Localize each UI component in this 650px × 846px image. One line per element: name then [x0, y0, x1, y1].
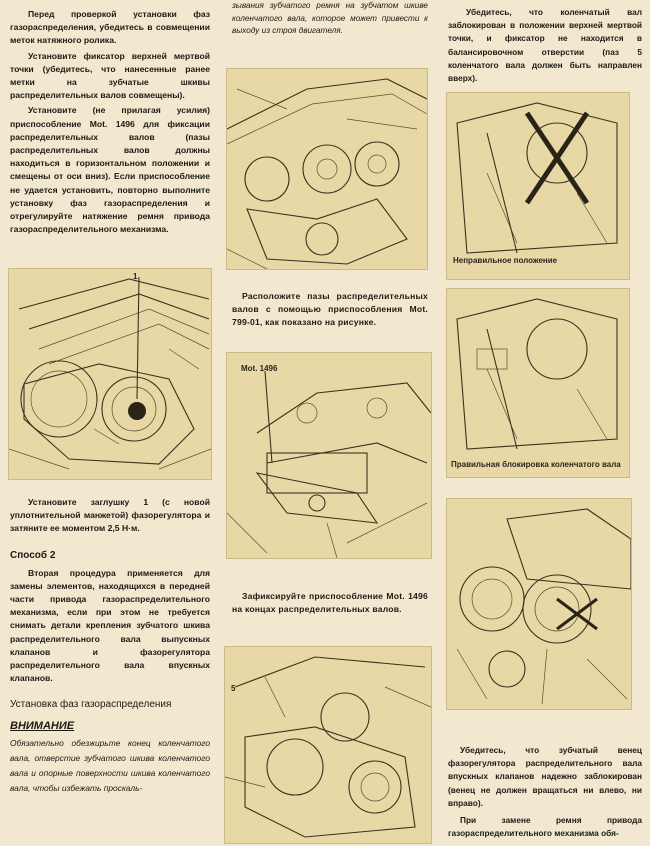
- caption-correct-lock: Правильная блокировка коленчатого вала: [451, 460, 621, 469]
- figure-mot-1496: [226, 352, 432, 559]
- engine-drawing-5: [447, 93, 629, 279]
- right-paragraph-3: При замене ремня привода газораспределительного механизма обя-: [448, 815, 642, 839]
- caption-wrong-position: Неправильное положение: [453, 256, 558, 265]
- engine-drawing-4: [225, 647, 431, 843]
- left-paragraph-5: Вторая процедура применяется для замены элементов, находящихся в передней части привода газораспределительного механизма, если при этом не требуется снимать детали крепления зубчатого шкива распределительного вала выпускных клапанов и фазорегулятора распределительного вала впускных клапанов.: [10, 567, 210, 684]
- left-paragraph-1: Перед проверкой установки фаз газораспределения, убедитесь в совмещении меток натяжного ролика.: [10, 9, 210, 46]
- left-paragraph-2: Установите фиксатор верхней мертвой точки (убедитесь, что нанесенные ранее метки на зубчатые шкивы распределительных валов совмещены).: [10, 50, 210, 101]
- figure-3-callout: 5: [231, 684, 236, 693]
- figure-2-callout: Mot. 1496: [241, 364, 278, 373]
- middle-column-mid: [232, 290, 428, 330]
- middle-column-top: [232, 0, 428, 38]
- right-paragraph-2: Убедитесь, что зубчатый венец фазорегулятора распределительного вала впускных клапанов надежно заблокирован (венец не должен вращаться ни влево, ни вправо).: [448, 745, 642, 808]
- figure-1-callout: 1: [133, 272, 138, 281]
- middle-column-low: [232, 590, 428, 616]
- left-column: [10, 8, 210, 236]
- engine-drawing-6: [447, 289, 629, 477]
- engine-drawing-2: [227, 69, 427, 269]
- figure-phase-regulator: [446, 498, 632, 710]
- figure-correct-lock: [446, 288, 630, 478]
- middle-paragraph-3: Зафиксируйте приспособление Mot. 1496 на концах распределительных валов.: [232, 591, 428, 615]
- right-column-top: [448, 6, 642, 85]
- left-paragraph-6: Обязательно обезжирьте конец коленчатого вала, отверстие зубчатого шкива коленчатого вала и опорные поверхности шкива коленчатого вала, чтобы избежать проскаль-: [10, 738, 210, 793]
- left-paragraph-3: Установите (не прилагая усилия) приспособление Mot. 1496 для фиксации распределительных валов (пазы распределительных валов должны находиться в горизонтальном положении и смещены от оси вниз). Если приспособление не удается установить, повторно выполните установку фаз газораспределения и отрегулируйте натяжение ремня привода газораспределительного механизма.: [10, 105, 210, 235]
- left-paragraph-4: Установите заглушку 1 (с новой уплотнительной манжетой) фазорегулятора и затяните ее моментом 2,5 Н·м.: [10, 497, 210, 534]
- engine-drawing-7: [447, 499, 631, 709]
- figure-camshaft-plug: [8, 268, 212, 480]
- middle-paragraph-2: Расположите пазы распределительных валов с помощью приспособления Mot. 799-01, как показано на рисунке.: [232, 291, 428, 328]
- engine-drawing-3: [227, 353, 431, 558]
- warning-heading: ВНИМАНИЕ: [10, 720, 75, 733]
- method-heading: Способ 2: [10, 549, 56, 561]
- engine-drawing-1: [9, 269, 211, 479]
- timing-heading: Установка фаз газораспределения: [10, 699, 172, 711]
- figure-timing-belt: [226, 68, 428, 270]
- right-paragraph-1: Убедитесь, что коленчатый вал заблокирован в положении верхней мертвой точки, и фиксатор не находится в балансировочном отверстии (паз 5 коленчатого вала должен быть направлен вверх).: [448, 7, 642, 84]
- figure-crankshaft-pulley: [224, 646, 432, 844]
- figure-wrong-position: [446, 92, 630, 280]
- left-column-lower: [10, 496, 210, 796]
- right-column-low: [448, 744, 642, 840]
- middle-paragraph-1: зывания зубчатого ремня на зубчатом шкиве коленчатого вала, которое может привести к выходу из строя двигателя.: [232, 1, 428, 35]
